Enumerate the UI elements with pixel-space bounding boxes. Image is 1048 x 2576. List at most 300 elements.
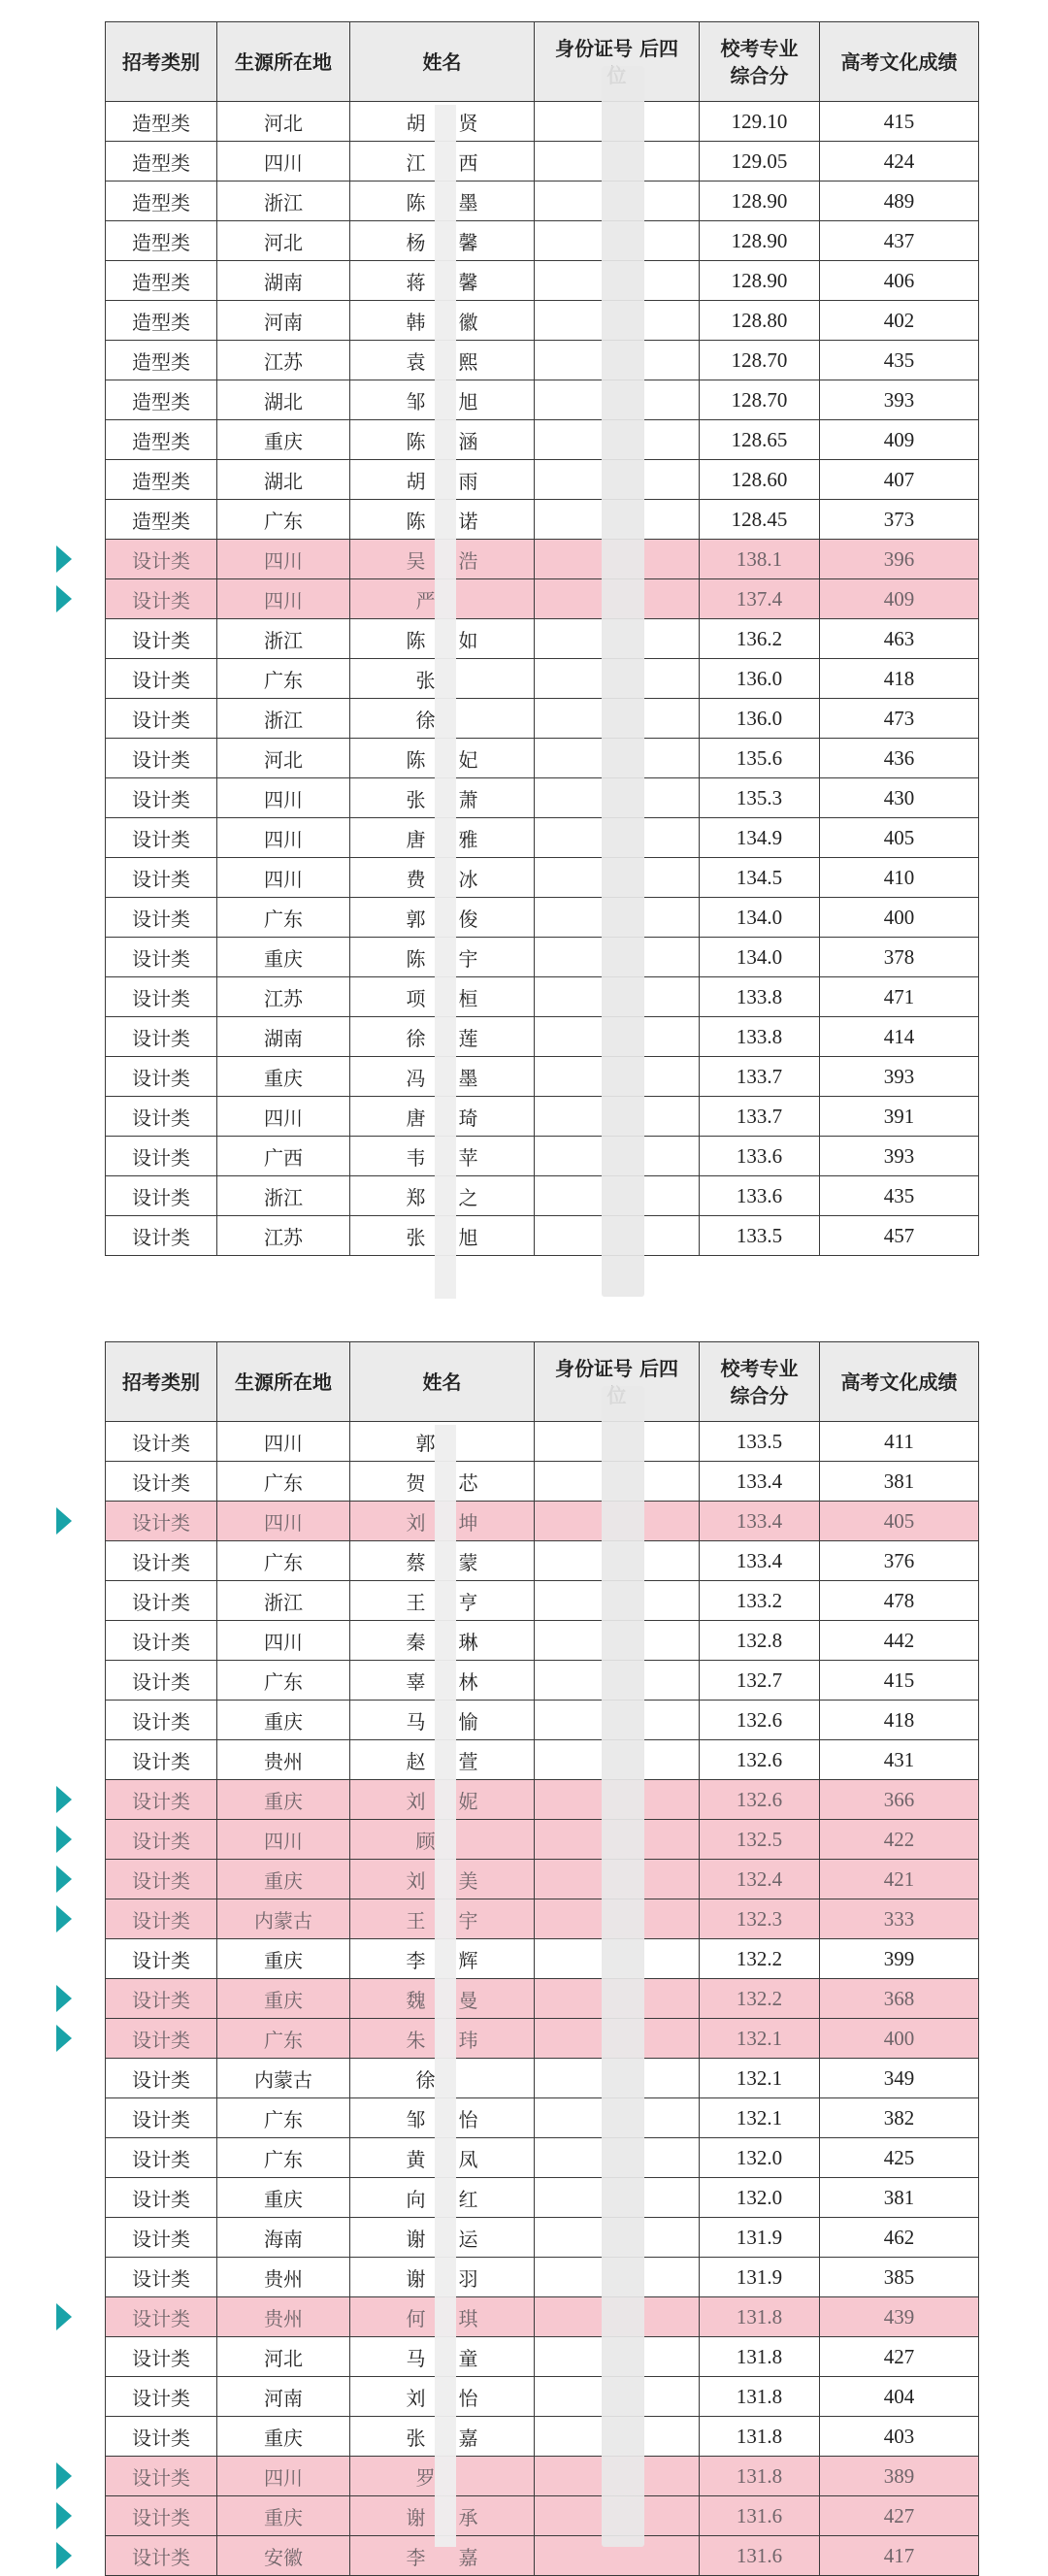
- major-score-cell: 132.0: [700, 2138, 820, 2178]
- major-score-cell: 134.5: [700, 858, 820, 898]
- surname: 张: [415, 668, 436, 692]
- origin-cell: 湖北: [217, 460, 350, 500]
- table-row: [106, 818, 979, 858]
- category-cell: 设计类: [106, 1780, 217, 1820]
- table-row: [106, 619, 979, 659]
- given-name: 苹: [458, 1145, 478, 1170]
- table-row: [106, 1780, 979, 1820]
- table-row: [106, 1621, 979, 1661]
- major-score-cell: 132.4: [700, 1860, 820, 1899]
- header-origin: 生源所在地: [217, 1342, 350, 1422]
- category-cell: 设计类: [106, 1422, 217, 1462]
- triangle-right-icon: [56, 2502, 72, 2529]
- given-name: 宇: [458, 946, 478, 971]
- given-name: 俊: [458, 907, 478, 931]
- given-name: 运: [458, 2227, 478, 2251]
- origin-cell: 贵州: [217, 2297, 350, 2337]
- surname: 郭: [415, 1431, 436, 1455]
- name-redaction-mask: [435, 105, 456, 1299]
- major-score-cell: 133.4: [700, 1541, 820, 1581]
- given-name: 琳: [458, 1630, 478, 1654]
- category-cell: 设计类: [106, 619, 217, 659]
- category-cell: 设计类: [106, 1502, 217, 1541]
- surname: 费: [406, 867, 426, 891]
- surname: 罗: [415, 2465, 436, 2490]
- origin-cell: 浙江: [217, 699, 350, 739]
- gaokao-score-cell: 381: [820, 1462, 979, 1502]
- surname: 马: [406, 2346, 426, 2370]
- given-name: 冰: [458, 867, 478, 891]
- surname: 徐: [406, 1026, 426, 1050]
- id-redaction-mask: [602, 66, 644, 1297]
- origin-cell: 广东: [217, 2138, 350, 2178]
- table-row: [106, 1176, 979, 1216]
- table-row: [106, 1097, 979, 1137]
- origin-cell: 重庆: [217, 420, 350, 460]
- given-name: 萧: [458, 787, 478, 811]
- gaokao-score-cell: 406: [820, 261, 979, 301]
- gaokao-score-cell: 489: [820, 182, 979, 221]
- origin-cell: 四川: [217, 2457, 350, 2496]
- gaokao-score-cell: 437: [820, 221, 979, 261]
- origin-cell: 浙江: [217, 1176, 350, 1216]
- table-row: [106, 2258, 979, 2297]
- gaokao-score-cell: 402: [820, 301, 979, 341]
- triangle-right-icon: [56, 1866, 72, 1893]
- table-row: [106, 1939, 979, 1979]
- category-cell: 设计类: [106, 2337, 217, 2377]
- table-row: [106, 1502, 979, 1541]
- category-cell: 设计类: [106, 2019, 217, 2059]
- gaokao-score-cell: 376: [820, 1541, 979, 1581]
- surname: 徐: [415, 708, 436, 732]
- gaokao-score-cell: 409: [820, 420, 979, 460]
- major-score-cell: 131.6: [700, 2496, 820, 2536]
- category-cell: 设计类: [106, 1176, 217, 1216]
- category-cell: 造型类: [106, 460, 217, 500]
- major-score-cell: 136.0: [700, 699, 820, 739]
- major-score-cell: 128.70: [700, 341, 820, 380]
- origin-cell: 四川: [217, 1097, 350, 1137]
- admission-table-2: [105, 1341, 979, 2576]
- origin-cell: 浙江: [217, 619, 350, 659]
- triangle-right-icon: [56, 2303, 72, 2330]
- surname: 顾: [415, 1829, 436, 1853]
- origin-cell: 重庆: [217, 1057, 350, 1097]
- gaokao-score-cell: 382: [820, 2098, 979, 2138]
- major-score-cell: 137.4: [700, 579, 820, 619]
- surname: 江: [406, 150, 426, 175]
- origin-cell: 重庆: [217, 2496, 350, 2536]
- category-cell: 设计类: [106, 2098, 217, 2138]
- id-redaction-mask: [602, 1386, 644, 2547]
- category-cell: 设计类: [106, 2536, 217, 2576]
- surname: 蔡: [406, 1550, 426, 1574]
- gaokao-score-cell: 373: [820, 500, 979, 540]
- origin-cell: 广东: [217, 2098, 350, 2138]
- table-row: [106, 2059, 979, 2098]
- category-cell: 造型类: [106, 420, 217, 460]
- category-cell: 设计类: [106, 1740, 217, 1780]
- category-cell: 设计类: [106, 2059, 217, 2098]
- surname: 李: [406, 1948, 426, 1972]
- origin-cell: 河北: [217, 2337, 350, 2377]
- major-score-cell: 131.9: [700, 2258, 820, 2297]
- surname: 徐: [415, 2067, 436, 2092]
- major-score-cell: 128.65: [700, 420, 820, 460]
- gaokao-score-cell: 442: [820, 1621, 979, 1661]
- gaokao-score-cell: 393: [820, 1057, 979, 1097]
- surname: 张: [406, 2426, 426, 2450]
- origin-cell: 广东: [217, 500, 350, 540]
- given-name: 旭: [458, 1225, 478, 1249]
- table-row: [106, 460, 979, 500]
- category-cell: 造型类: [106, 341, 217, 380]
- gaokao-score-cell: 415: [820, 102, 979, 142]
- origin-cell: 广东: [217, 898, 350, 938]
- major-score-cell: 131.8: [700, 2377, 820, 2417]
- major-score-cell: 128.45: [700, 500, 820, 540]
- surname: 黄: [406, 2147, 426, 2171]
- origin-cell: 重庆: [217, 1780, 350, 1820]
- category-cell: 设计类: [106, 1462, 217, 1502]
- origin-cell: 广东: [217, 2019, 350, 2059]
- category-cell: 设计类: [106, 1701, 217, 1740]
- given-name: 承: [458, 2505, 478, 2529]
- major-score-cell: 135.3: [700, 778, 820, 818]
- major-score-cell: 132.8: [700, 1621, 820, 1661]
- surname: 袁: [406, 349, 426, 374]
- major-score-cell: 133.6: [700, 1137, 820, 1176]
- table-row: [106, 778, 979, 818]
- table-row: [106, 261, 979, 301]
- origin-cell: 湖南: [217, 1017, 350, 1057]
- table-row: [106, 341, 979, 380]
- gaokao-score-cell: 349: [820, 2059, 979, 2098]
- given-name: 墨: [458, 190, 478, 215]
- category-cell: 设计类: [106, 1057, 217, 1097]
- table-row: [106, 2337, 979, 2377]
- major-score-cell: 132.6: [700, 1780, 820, 1820]
- table-row: [106, 221, 979, 261]
- origin-cell: 浙江: [217, 1581, 350, 1621]
- surname: 郑: [406, 1185, 426, 1209]
- table-row: [106, 2536, 979, 2576]
- table-row: [106, 142, 979, 182]
- category-cell: 设计类: [106, 2297, 217, 2337]
- category-cell: 设计类: [106, 1899, 217, 1939]
- table-row: [106, 2297, 979, 2337]
- gaokao-score-cell: 396: [820, 540, 979, 579]
- table-row: [106, 858, 979, 898]
- given-name: 熙: [458, 349, 478, 374]
- surname: 向: [406, 2187, 426, 2211]
- table-row: [106, 2019, 979, 2059]
- given-name: 芯: [458, 1470, 478, 1495]
- surname: 张: [406, 1225, 426, 1249]
- header-origin: 生源所在地: [217, 22, 350, 102]
- surname: 唐: [406, 1106, 426, 1130]
- gaokao-score-cell: 425: [820, 2138, 979, 2178]
- triangle-right-icon: [56, 1905, 72, 1932]
- major-score-cell: 131.9: [700, 2218, 820, 2258]
- category-cell: 设计类: [106, 1979, 217, 2019]
- category-cell: 设计类: [106, 699, 217, 739]
- category-cell: 设计类: [106, 2457, 217, 2496]
- given-name: 妃: [458, 747, 478, 772]
- major-score-cell: 133.8: [700, 1017, 820, 1057]
- table-row: [106, 102, 979, 142]
- major-score-cell: 128.80: [700, 301, 820, 341]
- given-name: 嘉: [458, 2426, 478, 2450]
- triangle-right-icon: [56, 545, 72, 573]
- major-score-cell: 132.2: [700, 1939, 820, 1979]
- origin-cell: 四川: [217, 142, 350, 182]
- origin-cell: 湖北: [217, 380, 350, 420]
- given-name: 玮: [458, 2028, 478, 2052]
- surname: 严: [415, 588, 436, 612]
- given-name: 之: [458, 1185, 478, 1209]
- given-name: 愉: [458, 1709, 478, 1734]
- origin-cell: 四川: [217, 778, 350, 818]
- origin-cell: 河北: [217, 221, 350, 261]
- table-row: [106, 1057, 979, 1097]
- category-cell: 设计类: [106, 1581, 217, 1621]
- category-cell: 造型类: [106, 261, 217, 301]
- major-score-cell: 136.0: [700, 659, 820, 699]
- surname: 何: [406, 2306, 426, 2330]
- surname: 王: [406, 1590, 426, 1614]
- table-row: [106, 2098, 979, 2138]
- header-major-score: [700, 22, 820, 102]
- category-cell: 造型类: [106, 500, 217, 540]
- given-name: 红: [458, 2187, 478, 2211]
- given-name: 宇: [458, 1908, 478, 1932]
- category-cell: 设计类: [106, 1860, 217, 1899]
- triangle-right-icon: [56, 1826, 72, 1853]
- category-cell: 设计类: [106, 540, 217, 579]
- header-name: 姓名: [350, 22, 535, 102]
- major-score-cell: 132.2: [700, 1979, 820, 2019]
- table-row: [106, 1860, 979, 1899]
- gaokao-score-cell: 418: [820, 659, 979, 699]
- category-cell: 设计类: [106, 2377, 217, 2417]
- given-name: 徽: [458, 310, 478, 334]
- triangle-right-icon: [56, 2025, 72, 2052]
- table-row: [106, 2178, 979, 2218]
- origin-cell: 湖南: [217, 261, 350, 301]
- header-category: 招考类别: [106, 22, 217, 102]
- major-score-cell: 132.0: [700, 2178, 820, 2218]
- gaokao-score-cell: 427: [820, 2496, 979, 2536]
- gaokao-score-cell: 463: [820, 619, 979, 659]
- major-score-cell: 131.6: [700, 2536, 820, 2576]
- table-row: [106, 1899, 979, 1939]
- major-score-cell: 133.7: [700, 1097, 820, 1137]
- major-score-cell: 133.8: [700, 977, 820, 1017]
- category-cell: 设计类: [106, 1216, 217, 1256]
- category-cell: 设计类: [106, 1017, 217, 1057]
- given-name: 凤: [458, 2147, 478, 2171]
- given-name: 童: [458, 2346, 478, 2370]
- gaokao-score-cell: 431: [820, 1740, 979, 1780]
- header-major-score-text: 校考专业 综合分: [720, 36, 799, 87]
- origin-cell: 江苏: [217, 977, 350, 1017]
- given-name: 西: [458, 150, 478, 175]
- origin-cell: 重庆: [217, 2417, 350, 2457]
- category-cell: 设计类: [106, 2138, 217, 2178]
- surname: 杨: [406, 230, 426, 254]
- table-row: [106, 1541, 979, 1581]
- header-category: 招考类别: [106, 1342, 217, 1422]
- name-redaction-mask: [435, 1425, 456, 2547]
- gaokao-score-cell: 435: [820, 1176, 979, 1216]
- origin-cell: 河南: [217, 2377, 350, 2417]
- gaokao-score-cell: 409: [820, 579, 979, 619]
- table-row: [106, 1581, 979, 1621]
- given-name: 怡: [458, 2386, 478, 2410]
- category-cell: 设计类: [106, 1137, 217, 1176]
- triangle-right-icon: [56, 1985, 72, 2012]
- table-row: [106, 898, 979, 938]
- table-row: [106, 2417, 979, 2457]
- origin-cell: 广东: [217, 1661, 350, 1701]
- category-cell: 设计类: [106, 1939, 217, 1979]
- table-row: [106, 1701, 979, 1740]
- table-row: [106, 182, 979, 221]
- table-row: [106, 2377, 979, 2417]
- major-score-cell: 133.4: [700, 1502, 820, 1541]
- gaokao-score-cell: 435: [820, 341, 979, 380]
- major-score-cell: 131.8: [700, 2337, 820, 2377]
- major-score-cell: 132.7: [700, 1661, 820, 1701]
- surname: 张: [406, 787, 426, 811]
- origin-cell: 广西: [217, 1137, 350, 1176]
- gaokao-score-cell: 471: [820, 977, 979, 1017]
- gaokao-score-cell: 407: [820, 460, 979, 500]
- gaokao-score-cell: 368: [820, 1979, 979, 2019]
- given-name: 雨: [458, 469, 478, 493]
- surname: 邹: [406, 2107, 426, 2131]
- table-header-row: [106, 22, 979, 102]
- origin-cell: 重庆: [217, 938, 350, 977]
- surname: 辜: [406, 1669, 426, 1694]
- surname: 刘: [406, 2386, 426, 2410]
- given-name: 林: [458, 1669, 478, 1694]
- surname: 马: [406, 1709, 426, 1734]
- surname: 谢: [406, 2505, 426, 2529]
- header-gaokao-score: 高考文化成绩: [820, 22, 979, 102]
- given-name: 贤: [458, 111, 478, 135]
- table-row: [106, 420, 979, 460]
- origin-cell: 贵州: [217, 1740, 350, 1780]
- given-name: 馨: [458, 270, 478, 294]
- given-name: 妮: [458, 1789, 478, 1813]
- major-score-cell: 129.05: [700, 142, 820, 182]
- gaokao-score-cell: 410: [820, 858, 979, 898]
- header-major-score: [700, 1342, 820, 1422]
- category-cell: 设计类: [106, 1661, 217, 1701]
- major-score-cell: 134.0: [700, 898, 820, 938]
- major-score-cell: 128.90: [700, 221, 820, 261]
- category-cell: 设计类: [106, 1621, 217, 1661]
- table-row: [106, 1661, 979, 1701]
- surname: 唐: [406, 827, 426, 851]
- header-id-tail-text: 身份证号 后四: [555, 1356, 678, 1380]
- table-row: [106, 1462, 979, 1502]
- origin-cell: 重庆: [217, 1860, 350, 1899]
- gaokao-score-cell: 473: [820, 699, 979, 739]
- origin-cell: 重庆: [217, 1979, 350, 2019]
- major-score-cell: 132.1: [700, 2098, 820, 2138]
- table-row: [106, 2138, 979, 2178]
- given-name: 雅: [458, 827, 478, 851]
- origin-cell: 四川: [217, 1422, 350, 1462]
- major-score-cell: 132.6: [700, 1701, 820, 1740]
- category-cell: 设计类: [106, 659, 217, 699]
- given-name: 桓: [458, 986, 478, 1010]
- given-name: 如: [458, 628, 478, 652]
- gaokao-score-cell: 430: [820, 778, 979, 818]
- table-row: [106, 500, 979, 540]
- origin-cell: 河北: [217, 102, 350, 142]
- gaokao-score-cell: 393: [820, 1137, 979, 1176]
- major-score-cell: 131.8: [700, 2297, 820, 2337]
- header-name: 姓名: [350, 1342, 535, 1422]
- major-score-cell: 132.5: [700, 1820, 820, 1860]
- category-cell: 造型类: [106, 301, 217, 341]
- origin-cell: 河北: [217, 739, 350, 778]
- gaokao-score-cell: 393: [820, 380, 979, 420]
- gaokao-score-cell: 366: [820, 1780, 979, 1820]
- category-cell: 设计类: [106, 938, 217, 977]
- origin-cell: 广东: [217, 659, 350, 699]
- table-row: [106, 1017, 979, 1057]
- origin-cell: 重庆: [217, 1701, 350, 1740]
- origin-cell: 安徽: [217, 2536, 350, 2576]
- given-name: 墨: [458, 1066, 478, 1090]
- surname: 刘: [406, 1868, 426, 1893]
- table-row: [106, 540, 979, 579]
- given-name: 辉: [458, 1948, 478, 1972]
- triangle-right-icon: [56, 1786, 72, 1813]
- major-score-cell: 128.70: [700, 380, 820, 420]
- gaokao-score-cell: 478: [820, 1581, 979, 1621]
- category-cell: 设计类: [106, 2258, 217, 2297]
- gaokao-score-cell: 385: [820, 2258, 979, 2297]
- origin-cell: 内蒙古: [217, 2059, 350, 2098]
- surname: 胡: [406, 469, 426, 493]
- surname: 郭: [406, 907, 426, 931]
- major-score-cell: 133.7: [700, 1057, 820, 1097]
- category-cell: 设计类: [106, 818, 217, 858]
- gaokao-score-cell: 378: [820, 938, 979, 977]
- gaokao-score-cell: 403: [820, 2417, 979, 2457]
- origin-cell: 海南: [217, 2218, 350, 2258]
- gaokao-score-cell: 411: [820, 1422, 979, 1462]
- given-name: 琦: [458, 1106, 478, 1130]
- given-name: 蒙: [458, 1550, 478, 1574]
- origin-cell: 河南: [217, 301, 350, 341]
- gaokao-score-cell: 422: [820, 1820, 979, 1860]
- gaokao-score-cell: 457: [820, 1216, 979, 1256]
- table-row: [106, 2218, 979, 2258]
- origin-cell: 四川: [217, 540, 350, 579]
- category-cell: 造型类: [106, 221, 217, 261]
- category-cell: 设计类: [106, 2417, 217, 2457]
- given-name: 曼: [458, 1988, 478, 2012]
- surname: 贺: [406, 1470, 426, 1495]
